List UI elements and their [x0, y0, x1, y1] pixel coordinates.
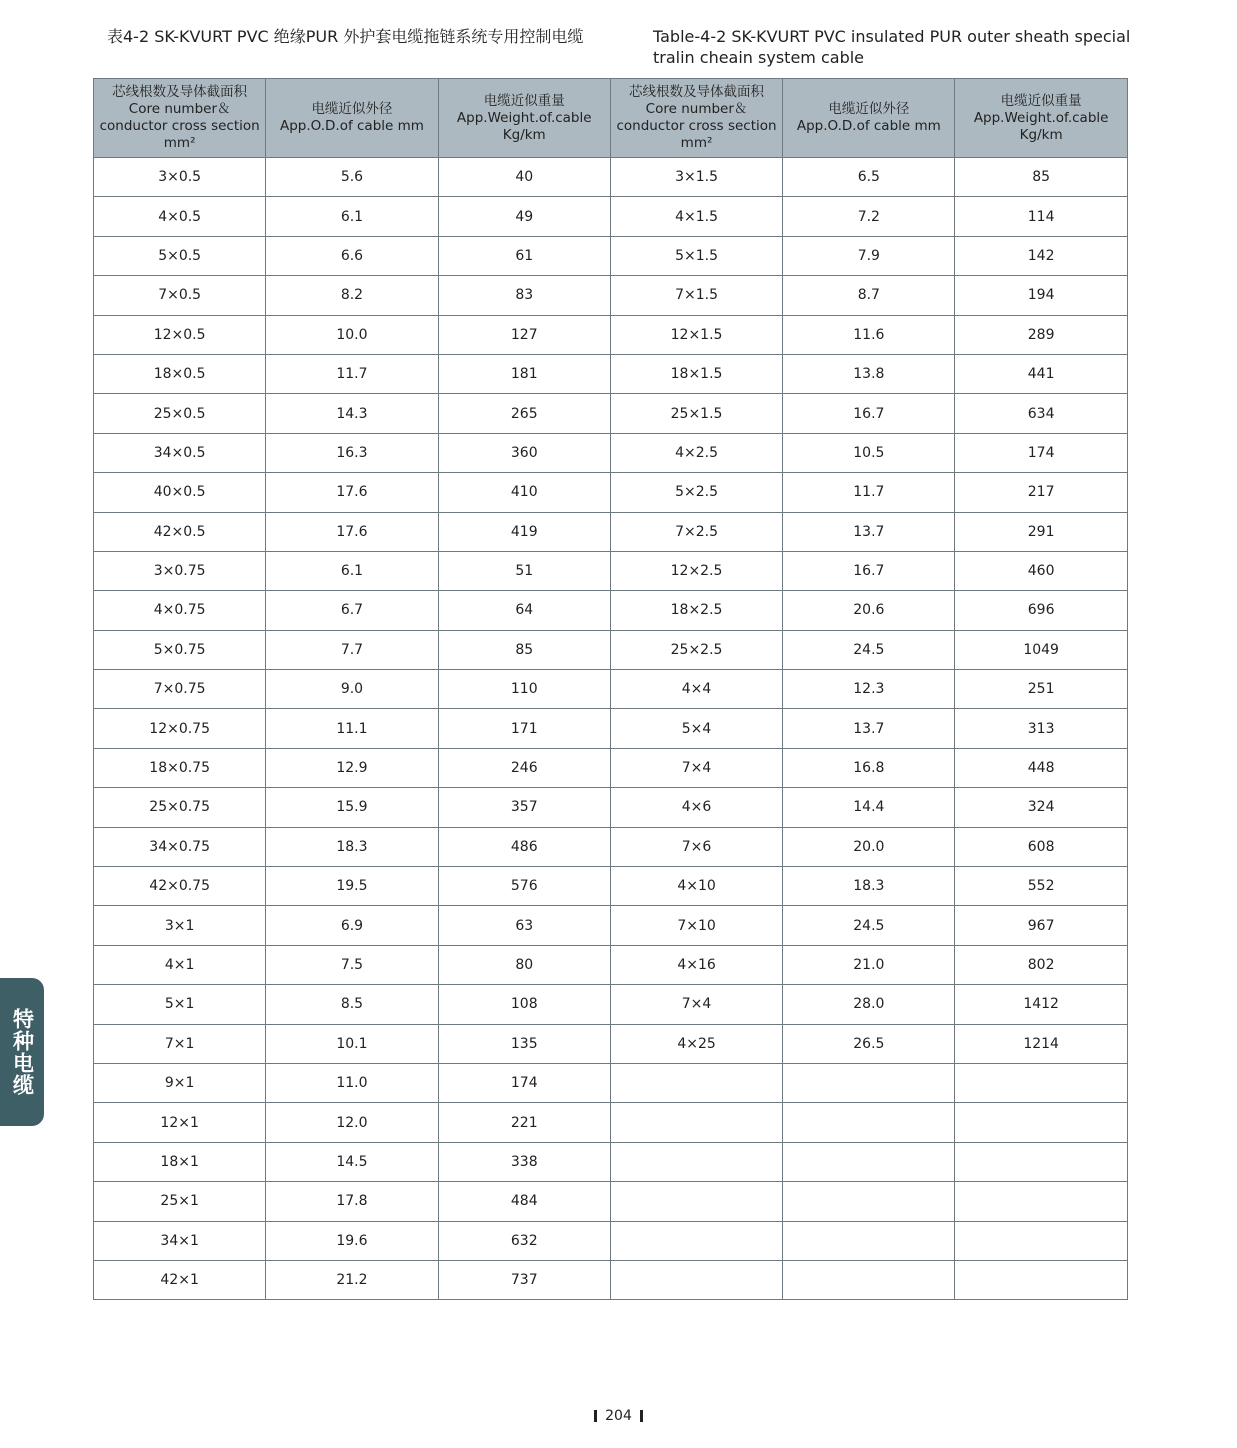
table-row — [94, 1142, 1128, 1181]
table-cell: 127 — [438, 315, 610, 354]
table-cell: 4×1.5 — [610, 197, 782, 236]
table-cell: 114 — [955, 197, 1127, 236]
table-cell: 34×1 — [94, 1221, 266, 1260]
table-title-chinese: 表4-2 SK-KVURT PVC 绝缘PUR 外护套电缆拖链系统专用控制电缆 — [107, 27, 584, 46]
table-cell: 486 — [438, 827, 610, 866]
table-cell: 28.0 — [783, 985, 955, 1024]
table-cell: 18×1 — [94, 1142, 266, 1181]
table-cell: 25×1 — [94, 1182, 266, 1221]
table-cell — [955, 1182, 1127, 1221]
table-cell: 5×1.5 — [610, 236, 782, 275]
column-header-en: App.Weight.of.cable Kg/km — [973, 109, 1109, 143]
table-cell: 7×10 — [610, 906, 782, 945]
table-cell: 11.0 — [266, 1063, 438, 1102]
table-cell: 17.8 — [266, 1182, 438, 1221]
table-cell — [783, 1142, 955, 1181]
table-cell: 441 — [955, 354, 1127, 393]
table-row — [94, 315, 1128, 354]
table-cell: 6.9 — [266, 906, 438, 945]
table-row — [94, 985, 1128, 1024]
table-cell — [610, 1182, 782, 1221]
table-cell: 7.2 — [783, 197, 955, 236]
table-cell: 13.7 — [783, 709, 955, 748]
table-body — [94, 158, 1128, 1300]
table-cell: 61 — [438, 236, 610, 275]
section-side-tab — [0, 978, 44, 1126]
table-cell: 40×0.5 — [94, 473, 266, 512]
table-cell: 10.0 — [266, 315, 438, 354]
table-cell: 8.2 — [266, 276, 438, 315]
column-header-cn: 电缆近似外径 — [311, 101, 393, 117]
table-cell: 360 — [438, 433, 610, 472]
table-cell: 80 — [438, 945, 610, 984]
table-row — [94, 1221, 1128, 1260]
table-cell: 194 — [955, 276, 1127, 315]
cable-spec-table — [93, 78, 1128, 1300]
table-cell: 5×1 — [94, 985, 266, 1024]
page-number-bar-left — [594, 1410, 597, 1422]
table-cell: 4×25 — [610, 1024, 782, 1063]
table-cell: 3×1.5 — [610, 158, 782, 197]
table-cell: 14.4 — [783, 788, 955, 827]
table-cell: 12.0 — [266, 1103, 438, 1142]
table-cell: 251 — [955, 670, 1127, 709]
table-row — [94, 197, 1128, 236]
table-row — [94, 788, 1128, 827]
table-cell: 737 — [438, 1260, 610, 1299]
table-row — [94, 551, 1128, 590]
table-cell: 4×16 — [610, 945, 782, 984]
table-cell: 34×0.75 — [94, 827, 266, 866]
table-cell: 25×1.5 — [610, 394, 782, 433]
table-cell: 174 — [955, 433, 1127, 472]
table-cell: 7×4 — [610, 985, 782, 1024]
table-cell: 63 — [438, 906, 610, 945]
table-cell: 40 — [438, 158, 610, 197]
table-cell: 7.9 — [783, 236, 955, 275]
side-tab-label: 特种电缆 — [10, 1008, 35, 1096]
table-cell: 6.1 — [266, 197, 438, 236]
table-cell: 13.8 — [783, 354, 955, 393]
table-cell: 24.5 — [783, 906, 955, 945]
column-header-cn: 芯线根数及导体截面积 — [629, 84, 765, 100]
column-header-cn: 芯线根数及导体截面积 — [112, 84, 248, 100]
table-cell: 12×2.5 — [610, 551, 782, 590]
table-cell: 410 — [438, 473, 610, 512]
table-cell: 108 — [438, 985, 610, 1024]
table-cell: 18×1.5 — [610, 354, 782, 393]
table-cell: 217 — [955, 473, 1127, 512]
table-cell: 174 — [438, 1063, 610, 1102]
table-cell: 3×0.75 — [94, 551, 266, 590]
table-row — [94, 827, 1128, 866]
table-cell: 21.0 — [783, 945, 955, 984]
table-cell: 6.7 — [266, 591, 438, 630]
table-cell: 460 — [955, 551, 1127, 590]
column-header-en: App.Weight.of.cable Kg/km — [456, 109, 592, 143]
table-cell: 12×1 — [94, 1103, 266, 1142]
table-cell: 246 — [438, 748, 610, 787]
page-footer — [0, 1408, 1237, 1424]
table-cell: 17.6 — [266, 512, 438, 551]
table-cell: 4×6 — [610, 788, 782, 827]
table-cell: 12.3 — [783, 670, 955, 709]
table-cell: 14.3 — [266, 394, 438, 433]
table-row — [94, 473, 1128, 512]
table-cell — [783, 1182, 955, 1221]
table-cell — [955, 1260, 1127, 1299]
table-cell: 448 — [955, 748, 1127, 787]
table-row — [94, 630, 1128, 669]
table-row — [94, 906, 1128, 945]
table-cell: 10.1 — [266, 1024, 438, 1063]
table-cell: 42×0.5 — [94, 512, 266, 551]
table-row — [94, 945, 1128, 984]
table-cell: 6.6 — [266, 236, 438, 275]
table-row — [94, 1182, 1128, 1221]
table-cell: 221 — [438, 1103, 610, 1142]
table-cell: 6.1 — [266, 551, 438, 590]
table-cell: 16.7 — [783, 394, 955, 433]
table-cell: 9.0 — [266, 670, 438, 709]
table-cell: 5×4 — [610, 709, 782, 748]
page-number-bar-right — [640, 1410, 643, 1422]
table-cell: 51 — [438, 551, 610, 590]
table-cell: 15.9 — [266, 788, 438, 827]
table-cell: 5.6 — [266, 158, 438, 197]
table-cell: 967 — [955, 906, 1127, 945]
table-row — [94, 1260, 1128, 1299]
table-cell: 419 — [438, 512, 610, 551]
table-cell: 4×0.5 — [94, 197, 266, 236]
table-cell: 576 — [438, 867, 610, 906]
table-cell: 289 — [955, 315, 1127, 354]
table-cell: 19.5 — [266, 867, 438, 906]
table-cell: 12×0.5 — [94, 315, 266, 354]
table-cell: 18×0.5 — [94, 354, 266, 393]
table-cell: 9×1 — [94, 1063, 266, 1102]
table-cell: 85 — [438, 630, 610, 669]
table-row — [94, 748, 1128, 787]
column-header-en: App.O.D.of cable mm — [279, 118, 424, 134]
table-cell: 25×0.75 — [94, 788, 266, 827]
table-row — [94, 433, 1128, 472]
table-cell: 608 — [955, 827, 1127, 866]
table-cell: 634 — [955, 394, 1127, 433]
table-cell — [955, 1063, 1127, 1102]
table-cell: 632 — [438, 1221, 610, 1260]
table-cell: 324 — [955, 788, 1127, 827]
table-cell: 7×4 — [610, 748, 782, 787]
table-cell — [783, 1260, 955, 1299]
table-cell: 64 — [438, 591, 610, 630]
table-cell — [783, 1063, 955, 1102]
table-row — [94, 670, 1128, 709]
table-row — [94, 709, 1128, 748]
table-row — [94, 354, 1128, 393]
table-cell: 21.2 — [266, 1260, 438, 1299]
table-cell: 18×2.5 — [610, 591, 782, 630]
table-cell: 17.6 — [266, 473, 438, 512]
table-cell: 18.3 — [266, 827, 438, 866]
table-cell: 802 — [955, 945, 1127, 984]
table-title-english: Table-4-2 SK-KVURT PVC insulated PUR outer sheath special tralin cheain system cable — [653, 27, 1131, 67]
table-cell: 265 — [438, 394, 610, 433]
table-cell: 7.5 — [266, 945, 438, 984]
table-cell: 171 — [438, 709, 610, 748]
table-cell: 3×1 — [94, 906, 266, 945]
column-header-4 — [610, 79, 782, 158]
table-cell: 14.5 — [266, 1142, 438, 1181]
table-header-row — [94, 79, 1128, 158]
table-cell: 16.3 — [266, 433, 438, 472]
table-cell: 484 — [438, 1182, 610, 1221]
table-cell: 19.6 — [266, 1221, 438, 1260]
table-cell: 12×0.75 — [94, 709, 266, 748]
column-header-5 — [783, 79, 955, 158]
table-cell: 18.3 — [783, 867, 955, 906]
table-cell: 34×0.5 — [94, 433, 266, 472]
table-cell — [783, 1221, 955, 1260]
table-cell — [955, 1221, 1127, 1260]
table-cell: 7×0.75 — [94, 670, 266, 709]
table-cell — [610, 1142, 782, 1181]
table-cell: 11.6 — [783, 315, 955, 354]
table-cell: 7×0.5 — [94, 276, 266, 315]
table-row — [94, 158, 1128, 197]
table-cell: 552 — [955, 867, 1127, 906]
table-cell: 7×1.5 — [610, 276, 782, 315]
table-cell: 696 — [955, 591, 1127, 630]
table-row — [94, 1103, 1128, 1142]
table-cell: 16.8 — [783, 748, 955, 787]
table-cell: 4×1 — [94, 945, 266, 984]
table-cell: 4×4 — [610, 670, 782, 709]
table-cell: 12×1.5 — [610, 315, 782, 354]
table-cell: 13.7 — [783, 512, 955, 551]
table-cell — [610, 1221, 782, 1260]
table-cell — [783, 1103, 955, 1142]
table-cell: 4×2.5 — [610, 433, 782, 472]
table-cell — [610, 1063, 782, 1102]
table-cell: 291 — [955, 512, 1127, 551]
column-header-2 — [266, 79, 438, 158]
column-header-en: Core number＆conductor cross section mm² — [616, 101, 777, 151]
table-cell: 1412 — [955, 985, 1127, 1024]
table-cell: 135 — [438, 1024, 610, 1063]
table-cell: 11.1 — [266, 709, 438, 748]
table-cell — [955, 1142, 1127, 1181]
table-cell: 338 — [438, 1142, 610, 1181]
table-row — [94, 1024, 1128, 1063]
table-cell: 7.7 — [266, 630, 438, 669]
table-cell: 142 — [955, 236, 1127, 275]
table-cell: 85 — [955, 158, 1127, 197]
table-cell: 357 — [438, 788, 610, 827]
page-number: 204 — [605, 1408, 632, 1424]
table-cell: 181 — [438, 354, 610, 393]
table-cell: 11.7 — [783, 473, 955, 512]
table-cell: 5×0.5 — [94, 236, 266, 275]
table-cell — [610, 1103, 782, 1142]
table-cell: 5×2.5 — [610, 473, 782, 512]
table-row — [94, 394, 1128, 433]
table-cell: 20.6 — [783, 591, 955, 630]
column-header-6 — [955, 79, 1127, 158]
table-row — [94, 591, 1128, 630]
table-cell: 1214 — [955, 1024, 1127, 1063]
table-cell: 42×1 — [94, 1260, 266, 1299]
table-cell: 42×0.75 — [94, 867, 266, 906]
table-row — [94, 236, 1128, 275]
table-cell: 6.5 — [783, 158, 955, 197]
table-cell: 313 — [955, 709, 1127, 748]
table-cell: 18×0.75 — [94, 748, 266, 787]
column-header-cn: 电缆近似重量 — [483, 92, 565, 109]
column-header-cn: 电缆近似外径 — [828, 101, 910, 117]
table-cell: 26.5 — [783, 1024, 955, 1063]
table-cell: 25×0.5 — [94, 394, 266, 433]
column-header-cn: 电缆近似重量 — [1000, 92, 1082, 109]
table-cell: 7×1 — [94, 1024, 266, 1063]
column-header-3 — [438, 79, 610, 158]
table-row — [94, 1063, 1128, 1102]
table-cell: 3×0.5 — [94, 158, 266, 197]
table-cell — [955, 1103, 1127, 1142]
table-cell: 83 — [438, 276, 610, 315]
table-cell: 8.7 — [783, 276, 955, 315]
table-cell: 4×10 — [610, 867, 782, 906]
table-row — [94, 276, 1128, 315]
column-header-1 — [94, 79, 266, 158]
table-cell: 24.5 — [783, 630, 955, 669]
table-row — [94, 512, 1128, 551]
table-cell: 49 — [438, 197, 610, 236]
table-cell: 8.5 — [266, 985, 438, 1024]
table-cell: 110 — [438, 670, 610, 709]
table-cell: 16.7 — [783, 551, 955, 590]
table-cell: 4×0.75 — [94, 591, 266, 630]
table-cell: 12.9 — [266, 748, 438, 787]
column-header-en: Core number＆ conductor cross section mm² — [99, 101, 260, 151]
table-cell: 20.0 — [783, 827, 955, 866]
table-cell: 10.5 — [783, 433, 955, 472]
table-cell: 11.7 — [266, 354, 438, 393]
table-cell: 5×0.75 — [94, 630, 266, 669]
table-cell: 25×2.5 — [610, 630, 782, 669]
column-header-en: App.O.D.of cable mm — [796, 118, 941, 134]
table-row — [94, 867, 1128, 906]
table-cell — [610, 1260, 782, 1299]
table-cell: 7×2.5 — [610, 512, 782, 551]
table-cell: 7×6 — [610, 827, 782, 866]
table-cell: 1049 — [955, 630, 1127, 669]
